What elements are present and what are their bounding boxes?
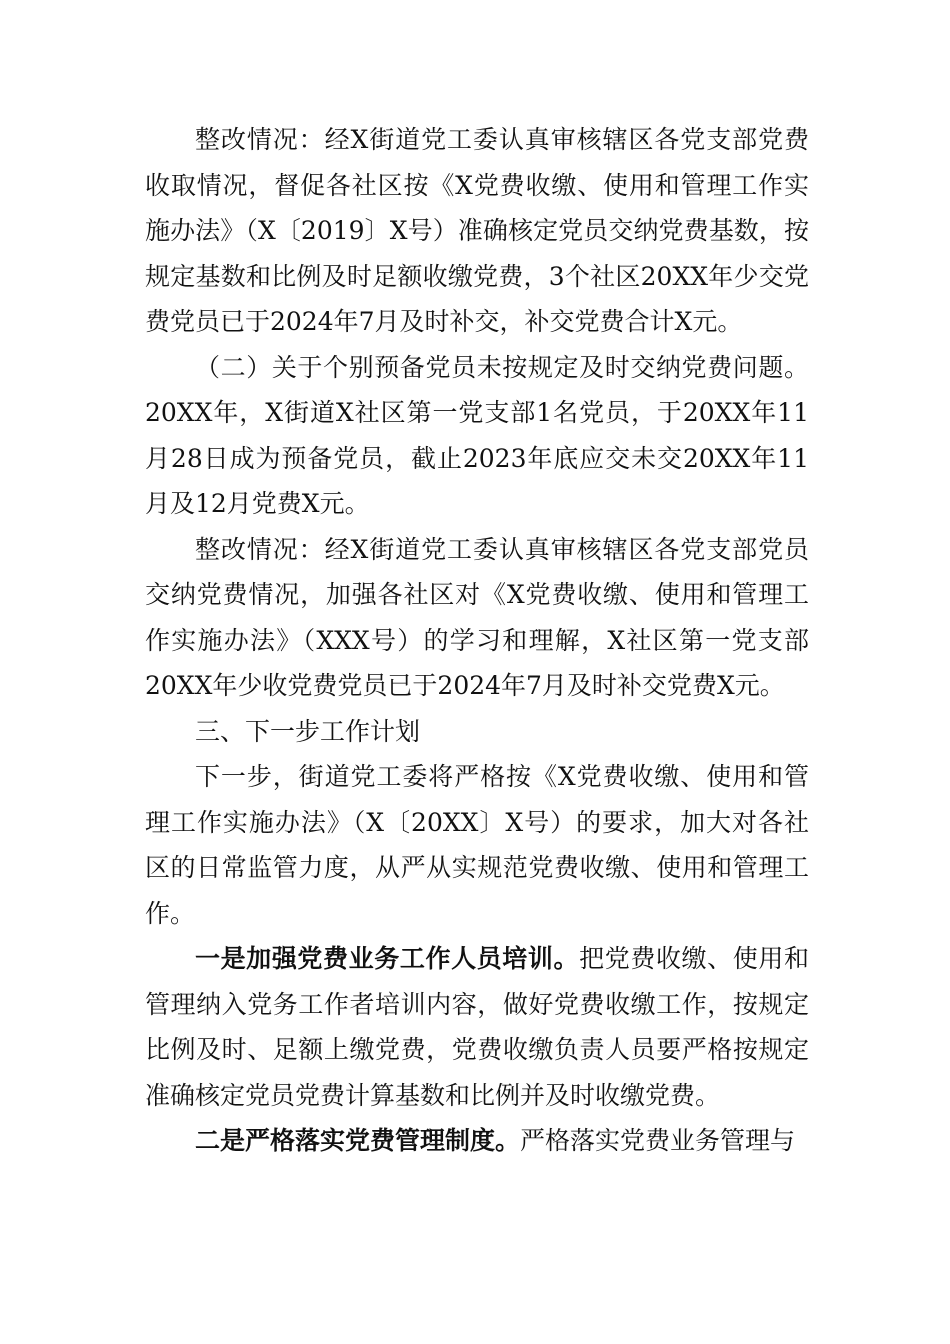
paragraph-measure-2	[145, 1118, 809, 1164]
paragraph-measure-1	[145, 936, 809, 1118]
paragraph-next-steps	[145, 754, 809, 936]
paragraph-lead: 二是严格落实党费管理制度。	[195, 1126, 521, 1155]
heading-text: 三、下一步工作计划	[195, 716, 421, 746]
document-body	[145, 117, 809, 1164]
paragraph-text: 下一步，街道党工委将严格按《X党费收缴、使用和管理工作实施办法》（X〔20XX〕X号）的要求，加大对各社区的日常监管力度，从严从实规范党费收缴、使用和管理工作。	[145, 762, 809, 928]
section-heading-next-steps	[145, 709, 809, 755]
paragraph-rectification-2	[145, 527, 809, 709]
paragraph-issue-2	[145, 345, 809, 527]
paragraph-text: 整改情况：经X街道党工委认真审核辖区各党支部党员交纳党费情况，加强各社区对《X党费收缴、使用和管理工作实施办法》（XXX号）的学习和理解，X社区第一党支部20XX年少收党费党员已于2024年7月及时补交党费X元。	[145, 534, 809, 700]
paragraph-lead: 一是加强党费业务工作人员培训。	[195, 944, 580, 973]
paragraph-text: 整改情况：经X街道党工委认真审核辖区各党支部党费收取情况，督促各社区按《X党费收缴、使用和管理工作实施办法》（X〔2019〕X号）准确核定党员交纳党费基数，按规定基数和比例及时足额收缴党费，3个社区20XX年少交党费党员已于2024年7月及时补交，补交党费合计X元。	[145, 125, 809, 336]
paragraph-text: 把党费收缴、使用和管理纳入党务工作者培训内容，做好党费收缴工作，按规定比例及时、足额上缴党费，党费收缴负责人员要严格按规定准确核定党员党费计算基数和比例并及时收缴党费。	[145, 944, 809, 1110]
paragraph-text: （二）关于个别预备党员未按规定及时交纳党费问题。20XX年，X街道X社区第一党支部1名党员，于20XX年11月28日成为预备党员，截止2023年底应交未交20XX年11月及12月党费X元。	[145, 352, 809, 518]
paragraph-text: 严格落实党费业务管理与	[520, 1126, 796, 1155]
paragraph-rectification-1	[145, 117, 809, 345]
